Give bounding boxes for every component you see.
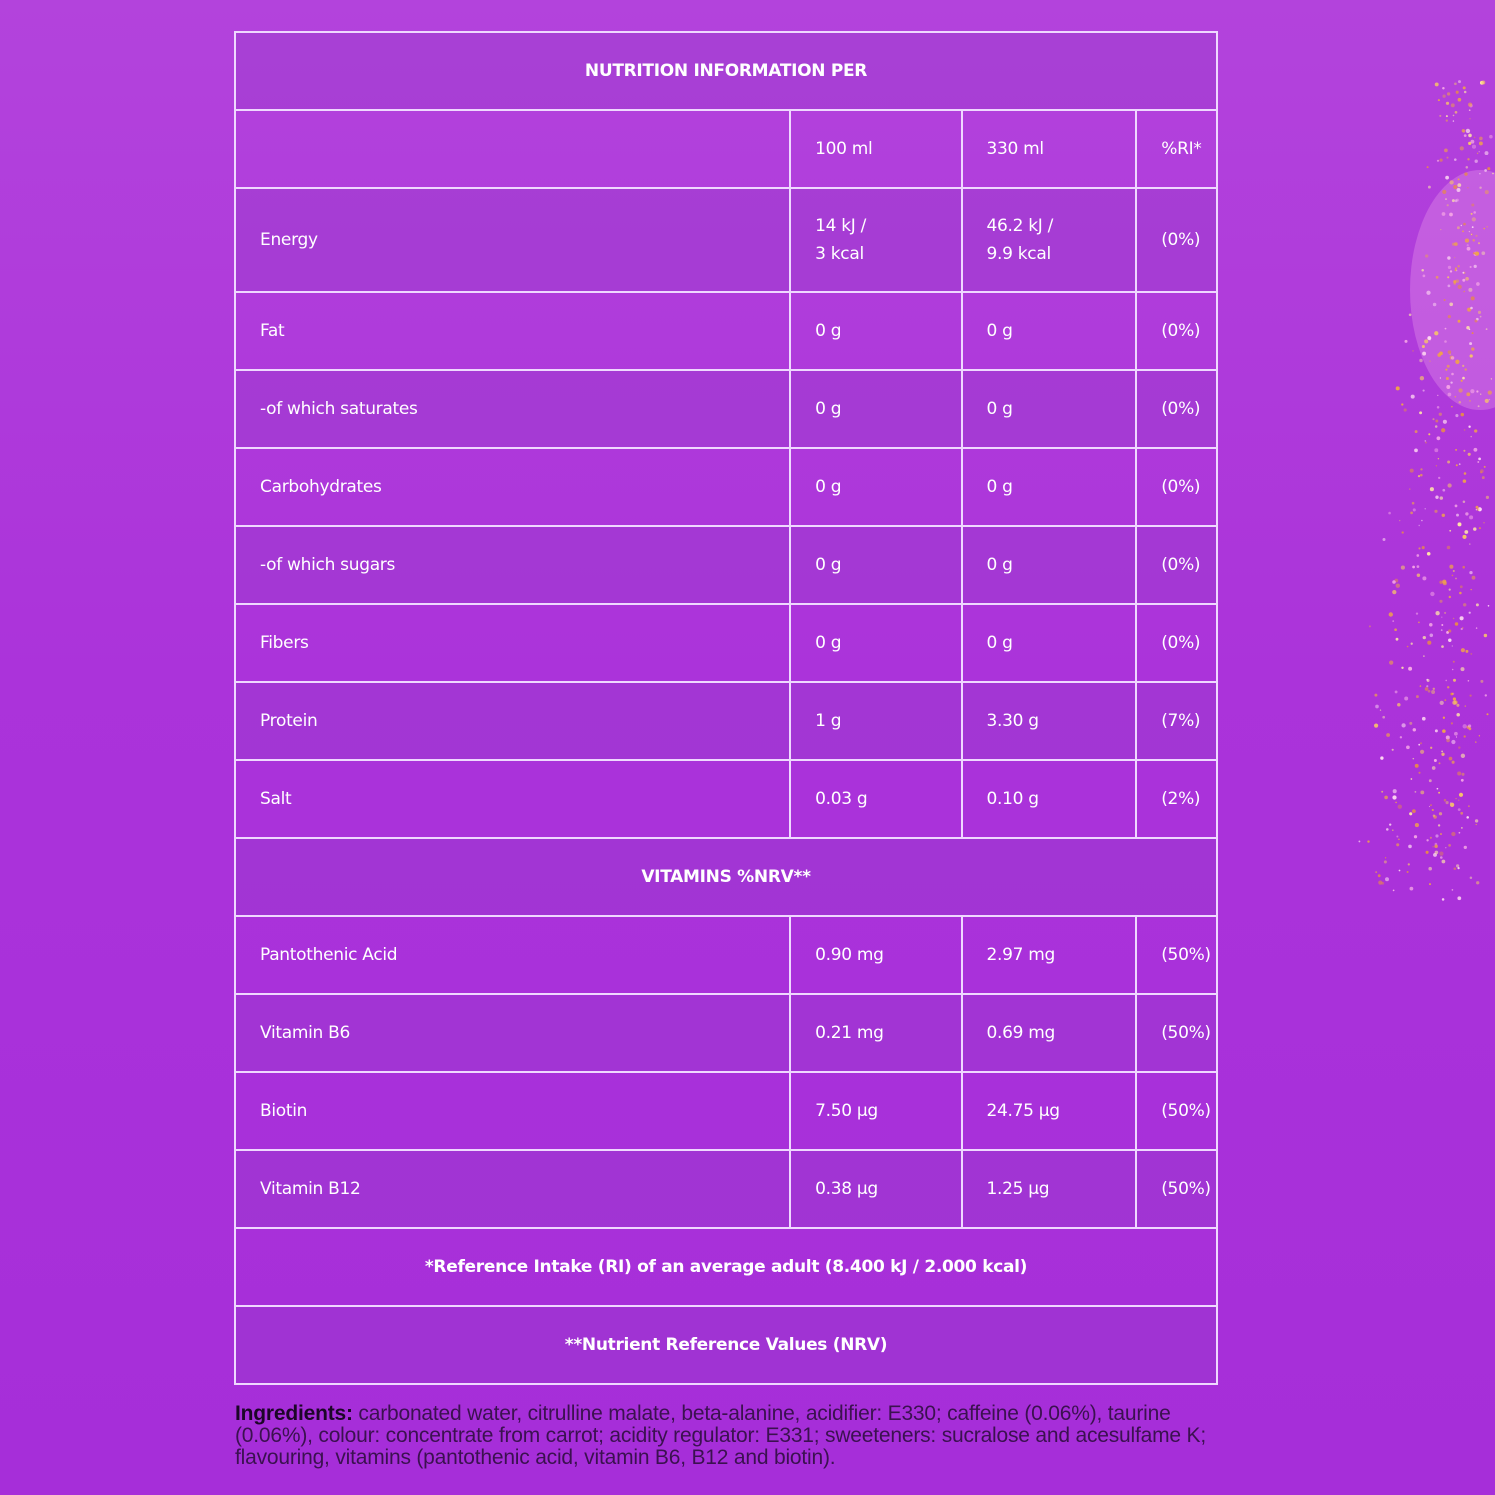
ingredients-label: Ingredients: [235, 1402, 353, 1425]
per330-kcal: 9.9 kcal [986, 244, 1051, 264]
per330-value: 0.10 g [962, 760, 1137, 838]
ri-value: (0%) [1136, 526, 1217, 604]
per330-value: 0 g [962, 370, 1137, 448]
vitamin-name: Biotin [235, 1072, 790, 1150]
footnote-nrv-row [235, 1306, 1217, 1384]
per330-value: 3.30 g [962, 682, 1137, 760]
nutrient-name: -of which sugars [235, 526, 790, 604]
ri-value: (0%) [1136, 292, 1217, 370]
table-row-vitamin-b6 [235, 994, 1217, 1072]
per330-value: 0 g [962, 292, 1137, 370]
nrv-value: (50%) [1136, 916, 1217, 994]
table-row-sugars [235, 526, 1217, 604]
vitamin-name: Vitamin B12 [235, 1150, 790, 1228]
nutrient-name: Energy [235, 188, 790, 292]
ri-value: (0%) [1136, 188, 1217, 292]
per330-value [962, 188, 1137, 292]
table-row-fibers [235, 604, 1217, 682]
nutrient-name: -of which saturates [235, 370, 790, 448]
nrv-value: (50%) [1136, 1150, 1217, 1228]
per100-value: 0 g [790, 370, 961, 448]
vitamin-name: Pantothenic Acid [235, 916, 790, 994]
per100-value: 0 g [790, 526, 961, 604]
per330-value: 0 g [962, 526, 1137, 604]
footnote-ri-row [235, 1228, 1217, 1306]
table-row-energy [235, 188, 1217, 292]
per100-value: 0.21 mg [790, 994, 961, 1072]
per100-value: 0.03 g [790, 760, 961, 838]
column-header-blank [235, 110, 790, 188]
per100-value: 0 g [790, 448, 961, 526]
per330-value: 0.69 mg [962, 994, 1137, 1072]
column-header-row [235, 110, 1217, 188]
column-header-330ml: 330 ml [962, 110, 1137, 188]
table-row-salt [235, 760, 1217, 838]
footnote-ri: *Reference Intake (RI) of an average adult (8.400 kJ / 2.000 kcal) [235, 1228, 1217, 1306]
table-row-saturates [235, 370, 1217, 448]
ri-value: (0%) [1136, 370, 1217, 448]
table-row-fat [235, 292, 1217, 370]
per330-value: 1.25 µg [962, 1150, 1137, 1228]
per330-value: 0 g [962, 448, 1137, 526]
ingredients-paragraph [235, 1403, 1225, 1469]
per100-kj: 14 kJ / [815, 216, 867, 236]
table-title: NUTRITION INFORMATION PER [235, 32, 1217, 110]
per330-value: 0 g [962, 604, 1137, 682]
per100-value: 0 g [790, 292, 961, 370]
nutrient-name: Protein [235, 682, 790, 760]
vitamins-header: VITAMINS %NRV** [235, 838, 1217, 916]
ri-value: (7%) [1136, 682, 1217, 760]
table-title-row [235, 32, 1217, 110]
per100-value: 0.90 mg [790, 916, 961, 994]
footnote-nrv: **Nutrient Reference Values (NRV) [235, 1306, 1217, 1384]
vitamins-header-row [235, 838, 1217, 916]
per330-kj: 46.2 kJ / [986, 216, 1054, 236]
table-row-protein [235, 682, 1217, 760]
per330-value: 24.75 µg [962, 1072, 1137, 1150]
per100-value: 0.38 µg [790, 1150, 961, 1228]
per100-kcal: 3 kcal [815, 244, 864, 264]
ri-value: (0%) [1136, 604, 1217, 682]
table-row-carbohydrates [235, 448, 1217, 526]
table-row-biotin [235, 1072, 1217, 1150]
nutrient-name: Fibers [235, 604, 790, 682]
nutrient-name: Fat [235, 292, 790, 370]
nutrition-table [234, 31, 1218, 1385]
ingredients-text: carbonated water, citrulline malate, beta-alanine, acidifier: E330; caffeine (0.06%), taurine (0.06%), colour: concentrate from carrot; acidity regulator: E331; sweeteners: sucralose and acesulfame K; flavouring, vitamins (pantothenic acid, vitamin B6, B12 and biotin). [235, 1402, 1206, 1469]
per330-value: 2.97 mg [962, 916, 1137, 994]
ri-value: (0%) [1136, 448, 1217, 526]
per100-value: 1 g [790, 682, 961, 760]
sparkle-decoration [1180, 60, 1495, 960]
table-row-pantothenic-acid [235, 916, 1217, 994]
nutrient-name: Salt [235, 760, 790, 838]
per100-value: 7.50 µg [790, 1072, 961, 1150]
per100-value [790, 188, 961, 292]
column-header-100ml: 100 ml [790, 110, 961, 188]
vitamin-name: Vitamin B6 [235, 994, 790, 1072]
table-row-vitamin-b12 [235, 1150, 1217, 1228]
per100-value: 0 g [790, 604, 961, 682]
column-header-ri: %RI* [1136, 110, 1217, 188]
nutrient-name: Carbohydrates [235, 448, 790, 526]
ri-value: (2%) [1136, 760, 1217, 838]
nrv-value: (50%) [1136, 994, 1217, 1072]
nrv-value: (50%) [1136, 1072, 1217, 1150]
